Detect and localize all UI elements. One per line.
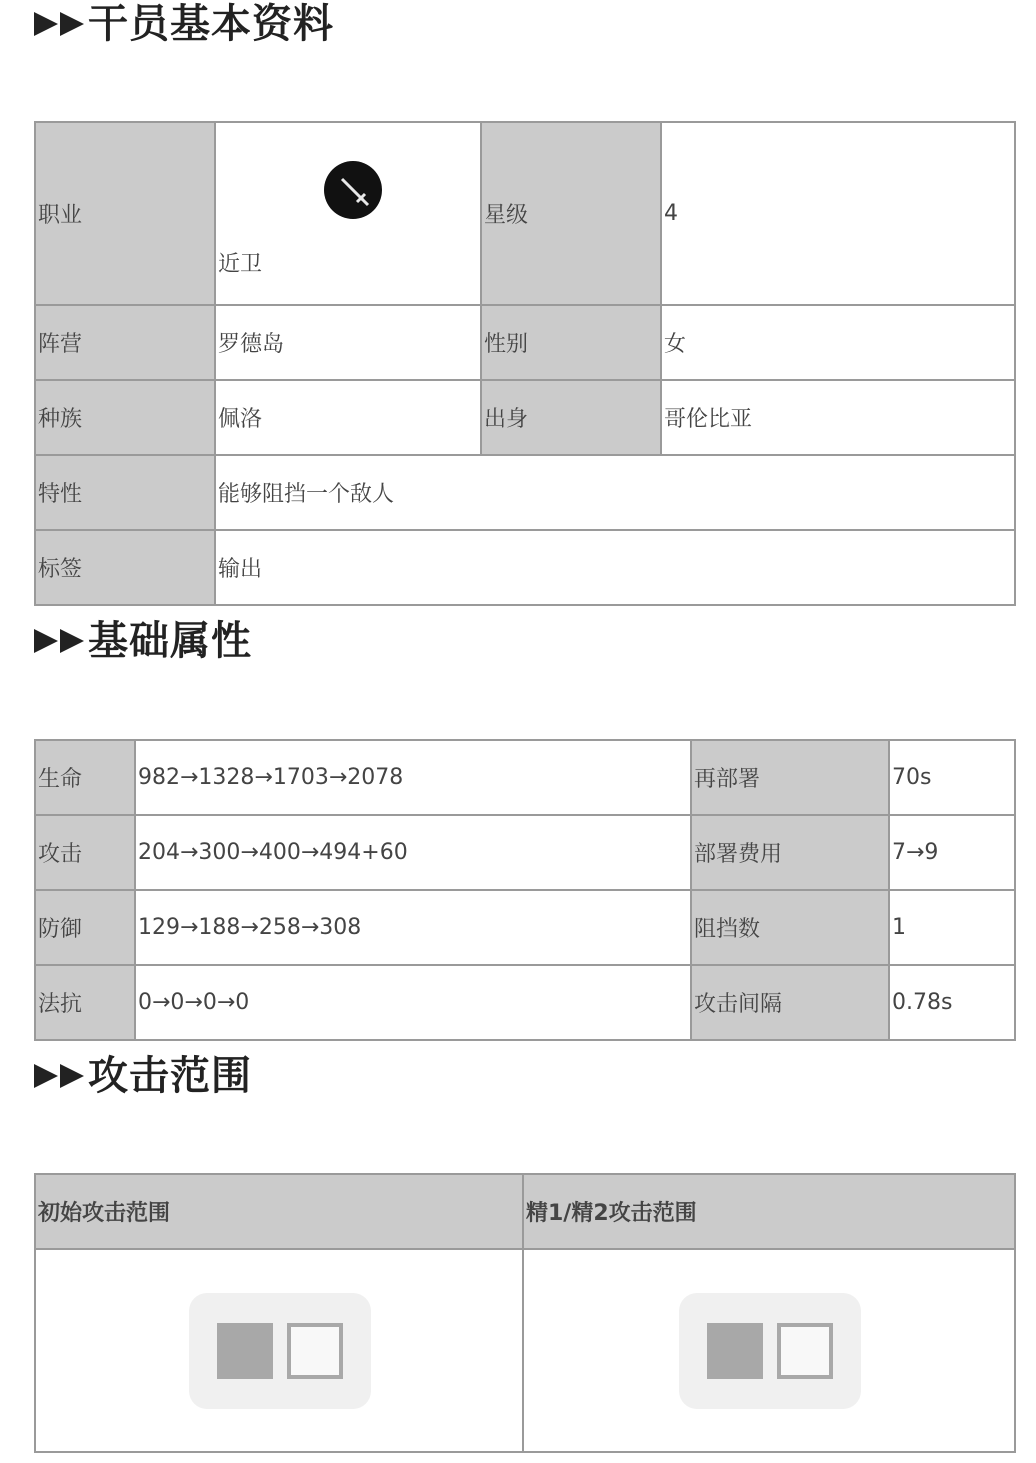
faction-value: 罗德岛 <box>215 305 481 380</box>
race-value: 佩洛 <box>215 380 481 455</box>
attr-value: 1 <box>889 890 1015 965</box>
range-grid <box>679 1293 861 1409</box>
section-title-attributes: 基础属性 <box>34 621 252 661</box>
origin-label: 出身 <box>481 380 661 455</box>
attr-value: 70s <box>889 740 1015 815</box>
rarity-value: 4 <box>661 122 1015 305</box>
table-row <box>35 815 1015 890</box>
table-row <box>35 1249 1015 1452</box>
basic-info-table <box>34 121 1016 606</box>
trait-value: 能够阻挡一个敌人 <box>215 455 1015 530</box>
attr-label: 法抗 <box>35 965 135 1040</box>
attr-label: 生命 <box>35 740 135 815</box>
section-title-range: 攻击范围 <box>34 1056 252 1096</box>
table-row <box>35 740 1015 815</box>
attack-tile <box>777 1323 833 1379</box>
attr-value: 204→300→400→494+60 <box>135 815 691 890</box>
attr-label: 阻挡数 <box>691 890 889 965</box>
gender-value: 女 <box>661 305 1015 380</box>
table-row <box>35 530 1015 605</box>
attr-label: 再部署 <box>691 740 889 815</box>
tag-value: 输出 <box>215 530 1015 605</box>
initial-range-header: 初始攻击范围 <box>35 1174 523 1249</box>
attr-label: 攻击 <box>35 815 135 890</box>
table-row <box>35 380 1015 455</box>
trait-label: 特性 <box>35 455 215 530</box>
double-arrow-icon <box>34 629 84 653</box>
attack-tile <box>287 1323 343 1379</box>
rarity-label: 星级 <box>481 122 661 305</box>
faction-label: 阵营 <box>35 305 215 380</box>
attack-range-table <box>34 1173 1016 1453</box>
section-title-basic: 干员基本资料 <box>34 4 334 44</box>
tag-label: 标签 <box>35 530 215 605</box>
table-row <box>35 455 1015 530</box>
table-row <box>35 305 1015 380</box>
double-arrow-icon <box>34 12 84 36</box>
elite-range-cell <box>523 1249 1015 1452</box>
table-row <box>35 890 1015 965</box>
attr-label: 部署费用 <box>691 815 889 890</box>
origin-value: 哥伦比亚 <box>661 380 1015 455</box>
table-row <box>35 965 1015 1040</box>
gender-label: 性别 <box>481 305 661 380</box>
operator-tile <box>217 1323 273 1379</box>
table-row <box>35 122 1015 305</box>
guard-sword-icon <box>324 161 382 219</box>
attr-label: 防御 <box>35 890 135 965</box>
attr-value: 982→1328→1703→2078 <box>135 740 691 815</box>
attributes-table <box>34 739 1016 1041</box>
double-arrow-icon <box>34 1064 84 1088</box>
attr-value: 129→188→258→308 <box>135 890 691 965</box>
attr-value: 7→9 <box>889 815 1015 890</box>
range-grid <box>189 1293 371 1409</box>
elite-range-header: 精1/精2攻击范围 <box>523 1174 1015 1249</box>
operator-tile <box>707 1323 763 1379</box>
class-cell <box>215 122 481 305</box>
attr-value: 0.78s <box>889 965 1015 1040</box>
attr-value: 0→0→0→0 <box>135 965 691 1040</box>
race-label: 种族 <box>35 380 215 455</box>
attr-label: 攻击间隔 <box>691 965 889 1040</box>
table-row <box>35 1174 1015 1249</box>
class-value: 近卫 <box>218 252 263 277</box>
class-label: 职业 <box>35 122 215 305</box>
initial-range-cell <box>35 1249 523 1452</box>
